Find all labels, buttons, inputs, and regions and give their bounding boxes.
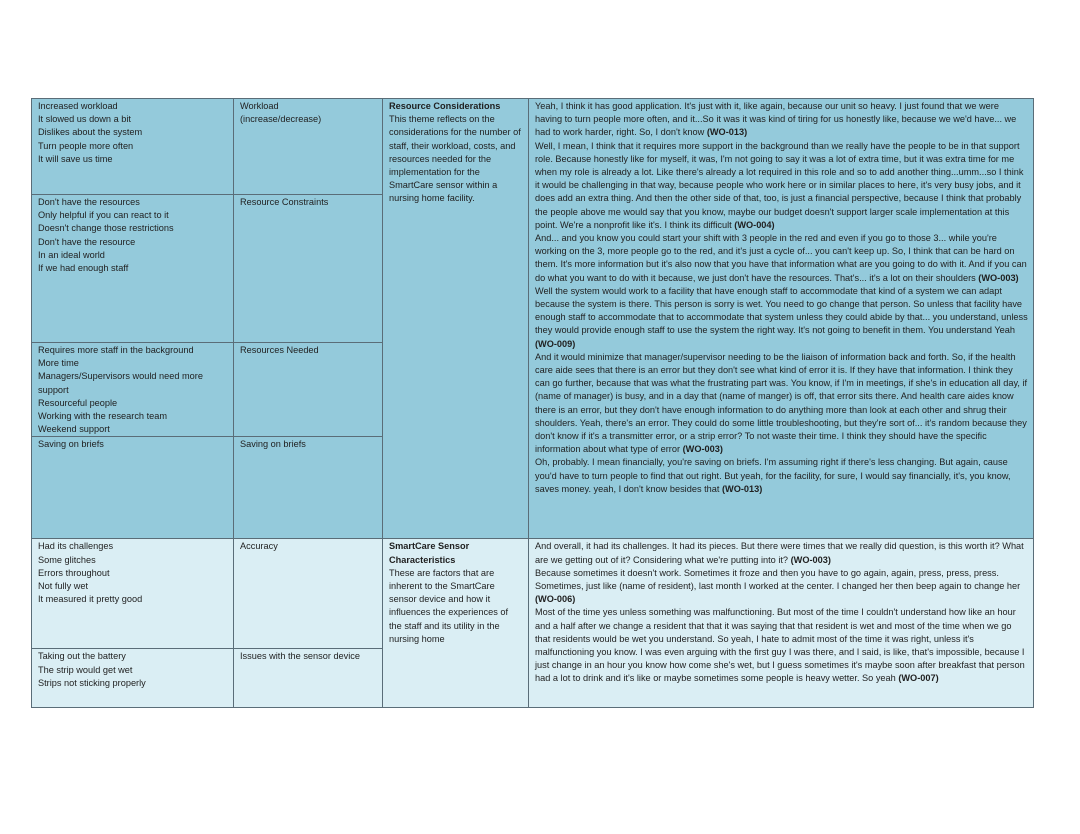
code-item: Resourceful people — [38, 397, 118, 408]
code-item: Don't have the resource — [38, 236, 136, 247]
code-item: If we had enough staff — [38, 263, 129, 274]
theme-description: This theme reflects on the considerations for the number of staff, their workload, costs, and resources needed for the implementation for the SmartCare sensor within a nursing home facility. — [389, 114, 521, 204]
code-item: Managers/Supervisors would need more — [38, 371, 203, 382]
participant-code: (WO-004) — [734, 219, 775, 230]
quote-text: And it would minimize that manager/supervisor needing to be the liaison of information back and forth. So, if the health care aide sees that there is an error but they don't see what kind of error it is. If they have that information. I think they can go further, because that was what the frustrating part was. You know, if I'm in meetings, if she's in education all day, if (name of manager) is busy, and in a day that (name of manger) is off, that error sits there. And health care aides know there is an error, but they don't have enough information to do anything more than look at each other and shrug their shoulders. Yeah, there's an error. They could do some little troubleshooting, but they're sort of... it's random because they don't know if it's a transmitter error, or a strip error? To not waste their time. I think they should have the specific information about what type of error — [535, 351, 1028, 455]
code-item: More time — [38, 358, 79, 369]
quote — [535, 285, 1028, 351]
code-item: It will save us time — [38, 153, 113, 164]
code-item: Dislikes about the system — [38, 127, 143, 138]
code-item: Increased workload — [38, 101, 118, 111]
theme-title: SmartCare Sensor Characteristics — [389, 541, 470, 565]
category-cell — [234, 99, 383, 195]
category-cell — [234, 649, 383, 708]
code-item: Not fully wet — [38, 581, 89, 592]
category-label: (increase/decrease) — [240, 114, 322, 125]
category-label: Resource Constraints — [240, 197, 329, 207]
quote-text: Yeah, I think it has good application. It's just with it, like again, because our unit so heavy. I just found that we were having to turn people more often, and it...So it was it was kind of tiring for us honestly like, because we we'd have... we had to work harder, right. So, I don't know — [535, 101, 1017, 138]
code-item: The strip would get wet — [38, 664, 133, 675]
thematic-analysis-table — [31, 98, 1034, 708]
quote-text: Most of the time yes unless something was malfunctioning. But most of the time I couldn't understand how like an hour and a half after we change a resident that that it was saying that that resident is wet and most of the time when we go that residents would be wet you understand. So yeah, I hate to admit most of the time it was right, unless it's malfunctioning you know. I was even arguing with the first guy I was there, and I said, is like, that's impossible, because I just change in an hour you know how come she's wet, but I guess sometimes it's maybe soon after breakfast that person had a lot to drink and it's like or maybe sometimes some people is heavy wetter. So yeah — [535, 607, 1025, 684]
codes-cell — [32, 649, 234, 708]
code-item: It slowed us down a bit — [38, 114, 131, 125]
theme-cell — [383, 99, 529, 539]
quote-text: Well, I mean, I think that it requires more support in the background than we really have the people to be in that support role. Because honestly like for myself, it was, I'm not going to say it was a lot of extra time, but it was extra time for me when my role is already a lot. Like there's already a lot required in this role and so to add another thing...umm...so I think it would be challenging in that way, because people who work here or in similar places to here, it's very busy jobs, and it does add an extra thing. And then the other side of that, too, is just a financial perspective, because I think that probably the people above me would say that you know, maybe our budget doesn't support larger scale implementation at this point. We're a nonprofit like it's. I think its difficult — [535, 140, 1024, 230]
codes-cell — [32, 437, 234, 539]
category-cell — [234, 539, 383, 649]
participant-code: (WO-013) — [721, 483, 763, 494]
participant-code: (WO-003) — [682, 444, 723, 455]
code-item: Errors throughout — [38, 567, 110, 578]
quote — [535, 100, 1028, 140]
code-item: support — [38, 384, 69, 395]
theme-cell — [383, 539, 529, 708]
codes-cell — [32, 539, 234, 649]
category-label: Resources Needed — [240, 345, 319, 355]
codes-cell — [32, 195, 234, 343]
category-cell — [234, 195, 383, 343]
quote-text: Well the system would work to a facility that have enough staff to accommodate that kind of a system we can adapt because the system is there. This person is sorry is wet. You need to go change that person. So unless that facility have enough staff to accommodate that to accommodate that system unless they could abide by that... you understand, unless they would provide enough staff to use the system the right way. It's not going to benefit in them. You understand Yeah — [535, 285, 1028, 336]
code-item: Saving on briefs — [38, 439, 104, 450]
theme-title: Resource Considerations — [389, 101, 501, 111]
quote-text: Because sometimes it doesn't work. Sometimes it froze and then you have to go again, again, press, press, press. Sometimes, just like (name of resident), last month I worked at the center. I changed her then beep again to change her — [535, 567, 1021, 592]
category-label: Saving on briefs — [240, 439, 306, 450]
quote — [535, 351, 1028, 457]
code-item: In an ideal world — [38, 249, 105, 260]
quote — [535, 567, 1028, 607]
code-item: Taking out the battery — [38, 651, 126, 662]
category-label: Accuracy — [240, 541, 278, 552]
code-item: Weekend support — [38, 424, 110, 435]
participant-code: (WO-003) — [790, 554, 831, 565]
quote-text: Oh, probably. I mean financially, you're saving on briefs. I'm assuming right if there's less changing. But again, cause you'd have to turn people to find that out right. But yeah, for the facility, for sure, I would say financially, it's, you know, saves money. yeah, I don't know besides that — [535, 457, 1011, 494]
category-cell — [234, 343, 383, 437]
code-item: Working with the research team — [38, 411, 168, 422]
code-item: Strips not sticking properly — [38, 677, 146, 688]
code-item: Had its challenges — [38, 541, 114, 552]
code-item: Some glitches — [38, 554, 96, 565]
quotes-cell — [529, 99, 1034, 539]
code-item: Don't have the resources — [38, 197, 140, 207]
code-item: Doesn't change those restrictions — [38, 223, 174, 234]
quote-text: And overall, it had its challenges. It had its pieces. But there were times that we really did question, is this worth it? What are we getting out of it? Considering what we're putting into it? — [535, 541, 1024, 565]
quote-text: And... and you know you could start your shift with 3 people in the red and even if you go to those 3... while you're working on the 3, more people go to the red, and it's just a cycle of... you can't keep up. So, I think that can be hard on them. It's more information but it's also now that you have that information what are you going to do with it. And if you can do what you want to do with it because, we just don't have the resources. That's... it's a lot on their shoulders — [535, 233, 1027, 283]
codes-cell — [32, 343, 234, 437]
category-label: Workload — [240, 101, 279, 111]
category-cell — [234, 437, 383, 539]
participant-code: (WO-007) — [898, 673, 939, 684]
category-label: Issues with the sensor device — [240, 651, 361, 662]
quote — [535, 140, 1028, 232]
quote — [535, 456, 1028, 496]
code-item: Turn people more often — [38, 140, 134, 151]
theme-description: These are factors that are inherent to the SmartCare sensor device and how it influences the experiences of the staff and its utility in the nursing home — [389, 567, 509, 644]
quote — [535, 606, 1028, 685]
code-item: It measured it pretty good — [38, 594, 143, 605]
participant-code: (WO-003) — [978, 272, 1019, 283]
table-row — [32, 99, 1034, 195]
table-row — [32, 539, 1034, 649]
codes-cell — [32, 99, 234, 195]
code-item: Only helpful if you can react to it — [38, 210, 169, 221]
code-item: Requires more staff in the background — [38, 345, 194, 355]
quote — [535, 232, 1028, 285]
participant-code: (WO-013) — [706, 127, 748, 138]
quote — [535, 540, 1028, 566]
participant-code: (WO-009) — [535, 338, 576, 349]
participant-code: (WO-006) — [535, 594, 576, 605]
quotes-cell — [529, 539, 1034, 708]
